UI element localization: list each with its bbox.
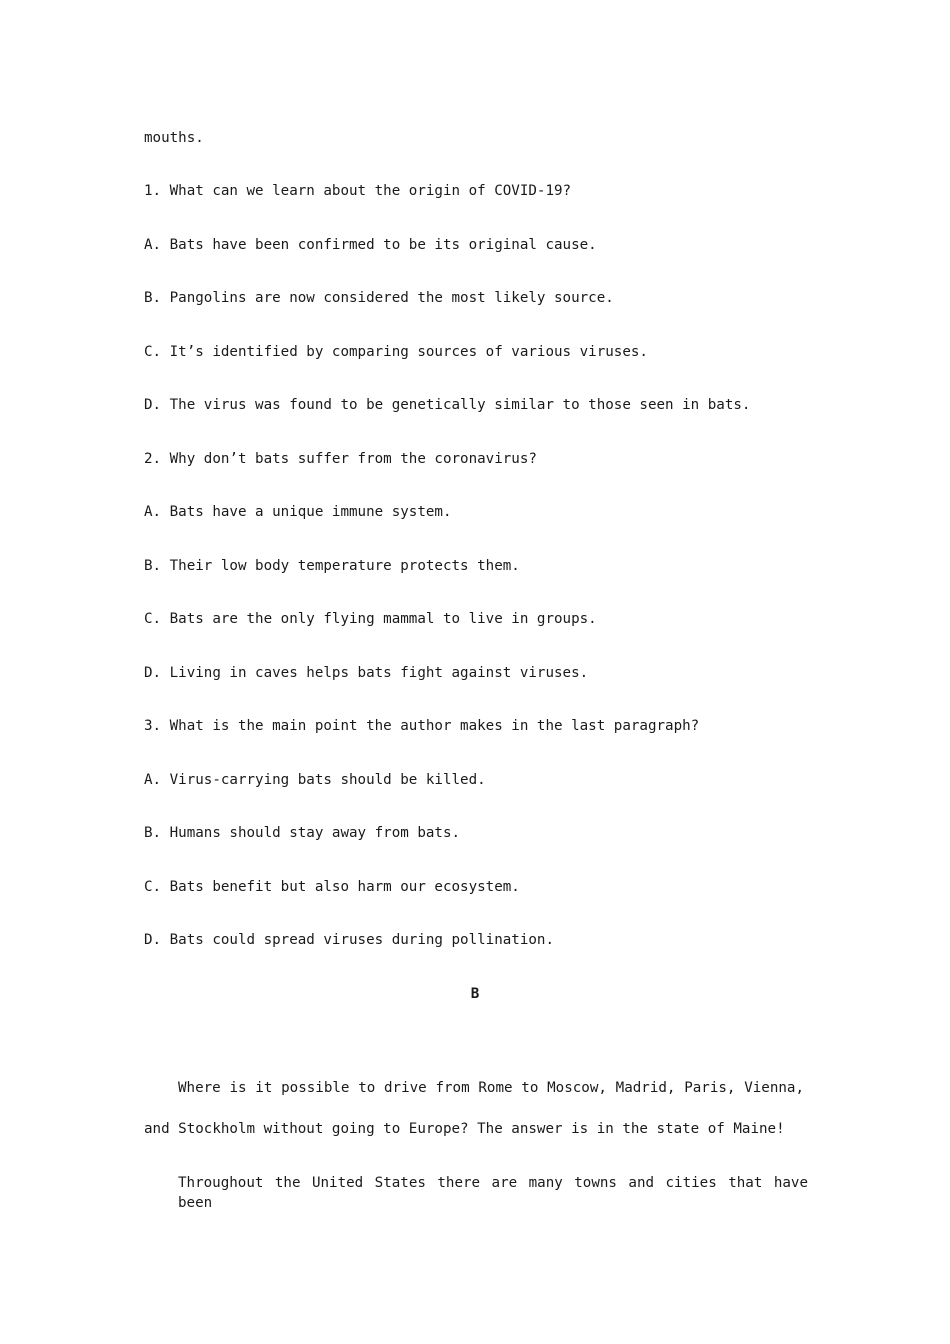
question-2-option-d: D. Living in caves helps bats fight against viruses. xyxy=(144,665,589,681)
section-b-heading: B xyxy=(470,986,480,1002)
question-3-option-b: B. Humans should stay away from bats. xyxy=(144,825,461,841)
question-1-option-b: B. Pangolins are now considered the most likely source. xyxy=(144,290,614,306)
question-2-option-b: B. Their low body temperature protects them. xyxy=(144,558,520,574)
section-b-paragraph-1-line-2: and Stockholm without going to Europe? The answer is in the state of Maine! xyxy=(144,1121,785,1137)
question-1-option-a: A. Bats have been confirmed to be its original cause. xyxy=(144,237,597,253)
question-3-option-d: D. Bats could spread viruses during pollination. xyxy=(144,932,554,948)
question-2-stem: 2. Why don’t bats suffer from the coronavirus? xyxy=(144,451,537,467)
section-b-paragraph-2-line-1: Throughout the United States there are many towns and cities that have been xyxy=(178,1175,808,1211)
question-3-option-c: C. Bats benefit but also harm our ecosystem. xyxy=(144,879,520,895)
section-b-paragraph-1-line-1: Where is it possible to drive from Rome to Moscow, Madrid, Paris, Vienna, xyxy=(178,1080,804,1096)
question-2-option-c: C. Bats are the only flying mammal to live in groups. xyxy=(144,611,597,627)
question-3-option-a: A. Virus-carrying bats should be killed. xyxy=(144,772,486,788)
question-1-stem: 1. What can we learn about the origin of COVID-19? xyxy=(144,183,572,199)
continuation-text: mouths. xyxy=(144,130,204,146)
question-1-option-d: D. The virus was found to be genetically similar to those seen in bats. xyxy=(144,397,751,413)
question-2-option-a: A. Bats have a unique immune system. xyxy=(144,504,452,520)
question-1-option-c: C. It’s identified by comparing sources of various viruses. xyxy=(144,344,648,360)
question-3-stem: 3. What is the main point the author makes in the last paragraph? xyxy=(144,718,700,734)
